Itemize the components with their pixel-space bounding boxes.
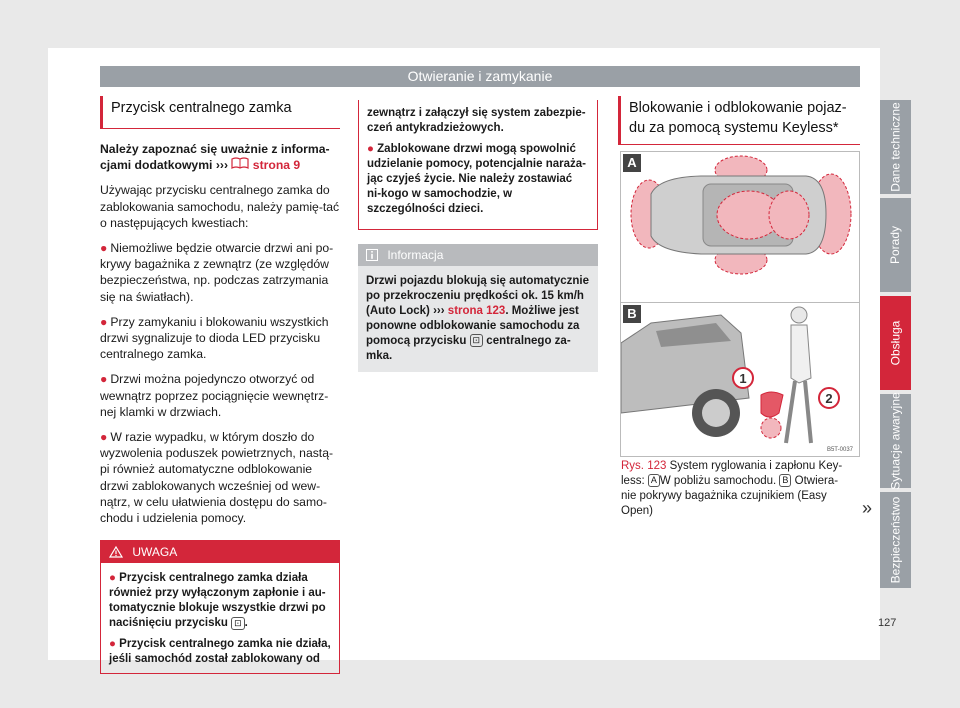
warning-item: ● Przycisk centralnego zamka nie działa, jeśli samochód został zablokowany od (109, 638, 331, 666)
figure-panel-b (621, 303, 859, 456)
column-3 (618, 96, 860, 157)
figure-caption: Rys. 123 System ryglowania i zapłonu Key-less: A W pobliżu samochodu. B Otwiera-nie pokrywy bagażnika czujnikiem (Easy Open) (621, 460, 843, 517)
panel-label-b: B (623, 305, 641, 323)
ref-arrow: ››› (215, 158, 229, 173)
page-link[interactable]: strona 9 (252, 158, 301, 173)
lock-button-icon: ⊡ (470, 334, 484, 347)
column-1 (100, 96, 340, 674)
section-title: Przycisk centralnego zamka (100, 96, 340, 129)
page-number: 127 (878, 617, 897, 629)
figure-panel-a (621, 152, 859, 303)
page-link[interactable]: strona 123 (447, 305, 506, 317)
info-title: Informacja (387, 248, 444, 262)
list-item: ● Niemożliwe będzie otwarcie drzwi ani po-krywy bagażnika z zewnątrz (ze względów bezpieczeństwa, np. podczas zatrzymania się na światłach). (100, 241, 334, 304)
car-rear-illustration (621, 303, 859, 456)
caption-label-a: A (648, 474, 660, 487)
tab-obsluga[interactable]: Obsługa (880, 296, 911, 390)
warning-header (101, 541, 339, 563)
info-text: Drzwi pojazdu blokują się automatycznie po przekroczeniu prędkości ok. 15 km/h (Auto Lock) ››› strona 123. Możliwe jest ponowne odblokowanie samochodu za pomocą przycisku ⊡ centralnego za-mka. (366, 275, 590, 362)
tab-porady[interactable]: Porady (880, 198, 911, 292)
warning-cont-text: zewnątrz i załączył się system zabezpie-czeń antykradzieżowych. (367, 107, 586, 134)
warning-icon (109, 545, 123, 559)
warning-title: UWAGA (132, 545, 178, 560)
figure-code: B5T-0037 (826, 447, 853, 453)
figure-ref: Rys. 123 (621, 460, 667, 472)
car-top-view-illustration (621, 152, 859, 302)
warning-item: ● Przycisk centralnego zamka działa również przy wyłączonym zapłonie i au-tomatycznie blokuje wszystkie drzwi po naciśnięciu przycisku ⊡ . (109, 572, 326, 630)
marker-2: 2 (825, 391, 833, 406)
warning-item: ● Zablokowane drzwi mogą spowolnić udzielanie pomocy, potencjalnie naraża-jąc czyjeś życie. Nie należy zostawiać ni-kogo w samochodzie, w szczególności dzieci. (367, 143, 586, 215)
info-box (358, 244, 598, 372)
list-item: ● Drzwi można pojedynczo otworzyć od wewnątrz poprzez pociągnięcie wewnętrz-nej klamki w drzwiach. (100, 372, 329, 419)
info-icon (366, 248, 378, 262)
panel-label-a: A (623, 154, 641, 172)
warning-box (100, 540, 340, 674)
tab-bezpieczenstwo[interactable]: Bezpieczeństwo (880, 492, 911, 588)
book-icon (231, 158, 249, 172)
caption-label-b: B (779, 474, 791, 487)
column-2 (358, 100, 598, 372)
list-item: ● W razie wypadku, w którym doszło do wyzwolenia poduszek powietrznych, nastą-pi również automatyczne odblokowanie drzwi zablokowanych wcześniej od wew-nątrz, w celu ułatwienia dostępu do samo-chodu i udzielenia pomocy. (100, 430, 334, 526)
marker-1: 1 (739, 371, 747, 386)
list-item: ● Przy zamykaniu i blokowaniu wszystkich drzwi sygnalizuje to dioda LED przycisku centralnego zamka. (100, 314, 329, 362)
tab-dane-techniczne[interactable]: Dane techniczne (880, 100, 911, 194)
figure-123 (620, 151, 860, 457)
next-page-arrow[interactable]: » (862, 498, 873, 518)
section-title: Blokowanie i odblokowanie pojaz-du za pomocą systemu Keyless* (618, 96, 860, 145)
tab-sytuacje-awaryjne[interactable]: Sytuacje awaryjne (880, 394, 911, 488)
chapter-header: Otwieranie i zamykanie (100, 66, 860, 87)
intro-text: Należy zapoznać się uważnie z informa-cjami dodatkowymi (100, 142, 330, 173)
warning-continuation (358, 100, 598, 230)
info-header (358, 244, 598, 266)
lock-button-icon: ⊡ (231, 617, 245, 630)
intro-paragraph (100, 141, 340, 173)
body-paragraph: Używając przycisku centralnego zamka do zablokowania samochodu, należy pamię-tać o następujących kwestiach: (100, 183, 340, 230)
